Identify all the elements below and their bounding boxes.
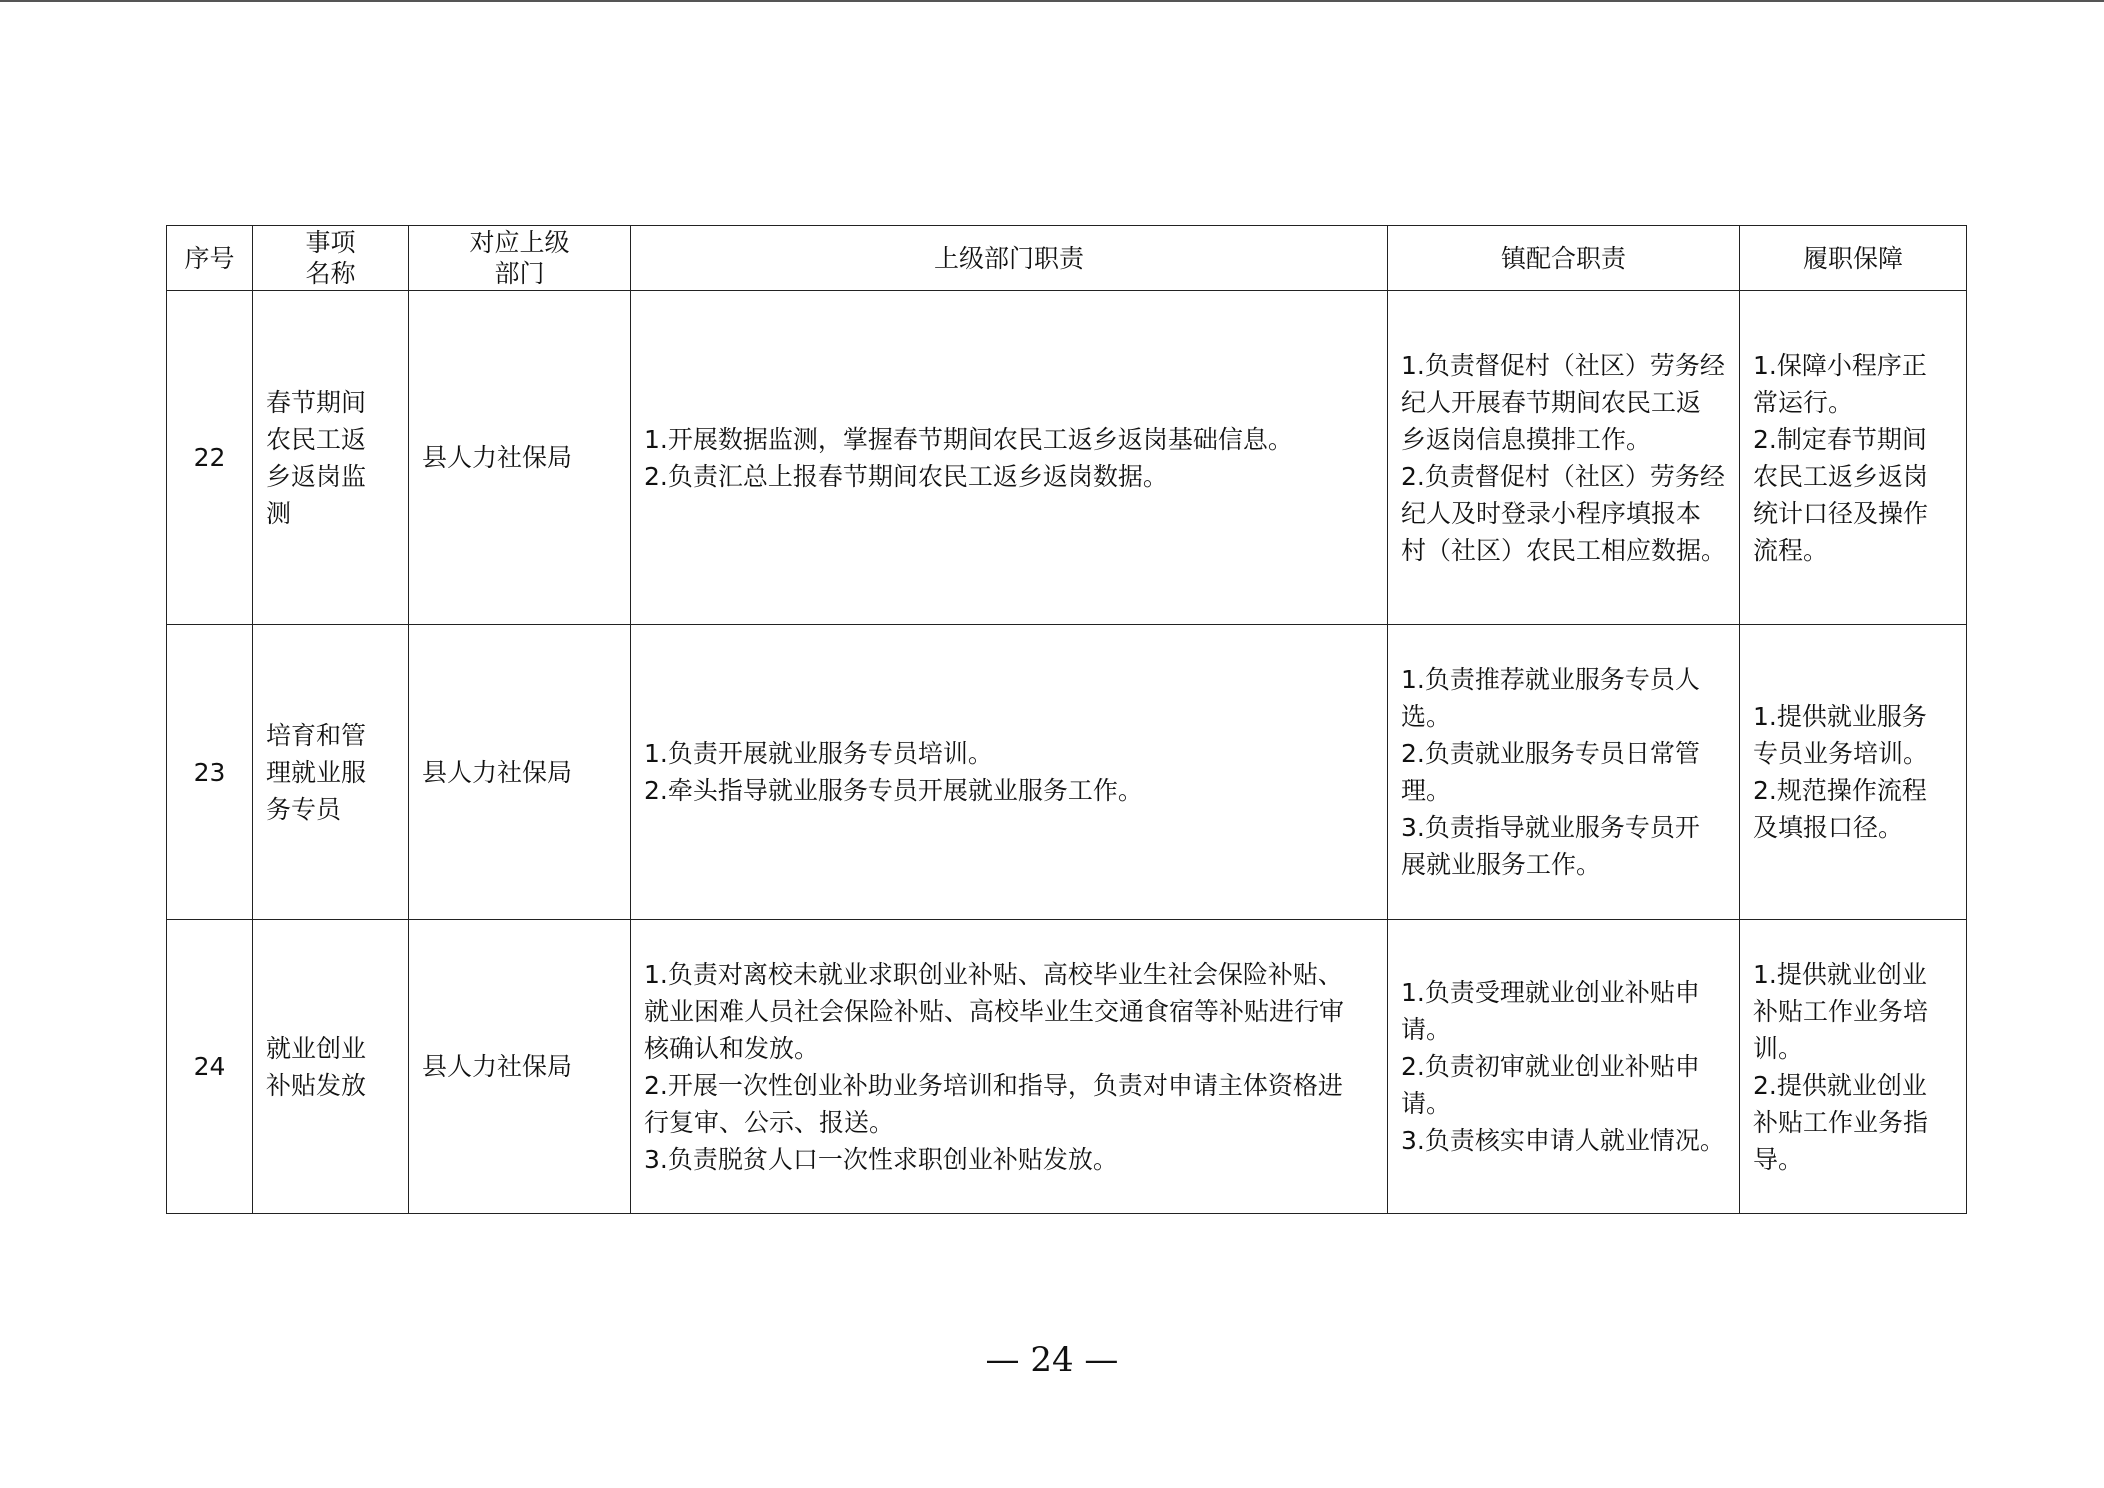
town-duties: 1.负责推荐就业服务专员人 选。 2.负责就业服务专员日常管 理。 3.负责指导就业服务专员开 展就业服务工作。 [1388,625,1740,920]
table-row [167,291,1967,625]
superior-duties: 1.负责对离校未就业求职创业补贴、高校毕业生社会保险补贴、 就业困难人员社会保险补贴、高校毕业生交通食宿等补贴进行审 核确认和发放。 2.开展一次性创业补助业务培训和指导，负责对申请主体资格进 行复审、公示、报送。 3.负责脱贫人口一次性求职创业补贴发放。 [631,920,1388,1214]
table-header-row [167,226,1967,291]
header-town-duties: 镇配合职责 [1388,226,1740,291]
guarantee: 1.保障小程序正 常运行。 2.制定春节期间 农民工返乡返岗 统计口径及操作 流程。 [1740,291,1967,625]
superior-dept: 县人力社保局 [409,291,631,625]
guarantee: 1.提供就业服务 专员业务培训。 2.规范操作流程 及填报口径。 [1740,625,1967,920]
page-number: — 24 — [985,1340,1119,1380]
item-name: 培育和管 理就业服 务专员 [253,625,409,920]
superior-duties: 1.开展数据监测，掌握春节期间农民工返乡返岗基础信息。 2.负责汇总上报春节期间农民工返乡返岗数据。 [631,291,1388,625]
superior-duties: 1.负责开展就业服务专员培训。 2.牵头指导就业服务专员开展就业服务工作。 [631,625,1388,920]
table-row [167,920,1967,1214]
duty-table [166,225,1967,1214]
header-item-name: 事项 名称 [253,226,409,291]
top-border-line [0,0,2104,2]
table-row [167,625,1967,920]
town-duties: 1.负责受理就业创业补贴申 请。 2.负责初审就业创业补贴申 请。 3.负责核实申请人就业情况。 [1388,920,1740,1214]
header-no: 序号 [167,226,253,291]
item-name: 就业创业 补贴发放 [253,920,409,1214]
town-duties: 1.负责督促村（社区）劳务经 纪人开展春节期间农民工返 乡返岗信息摸排工作。 2.负责督促村（社区）劳务经 纪人及时登录小程序填报本 村（社区）农民工相应数据。 [1388,291,1740,625]
superior-dept: 县人力社保局 [409,625,631,920]
header-superior-duties: 上级部门职责 [631,226,1388,291]
item-name: 春节期间 农民工返 乡返岗监 测 [253,291,409,625]
row-number: 23 [167,625,253,920]
guarantee: 1.提供就业创业 补贴工作业务培 训。 2.提供就业创业 补贴工作业务指 导。 [1740,920,1967,1214]
row-number: 22 [167,291,253,625]
superior-dept: 县人力社保局 [409,920,631,1214]
header-superior-dept: 对应上级 部门 [409,226,631,291]
row-number: 24 [167,920,253,1214]
header-guarantee: 履职保障 [1740,226,1967,291]
